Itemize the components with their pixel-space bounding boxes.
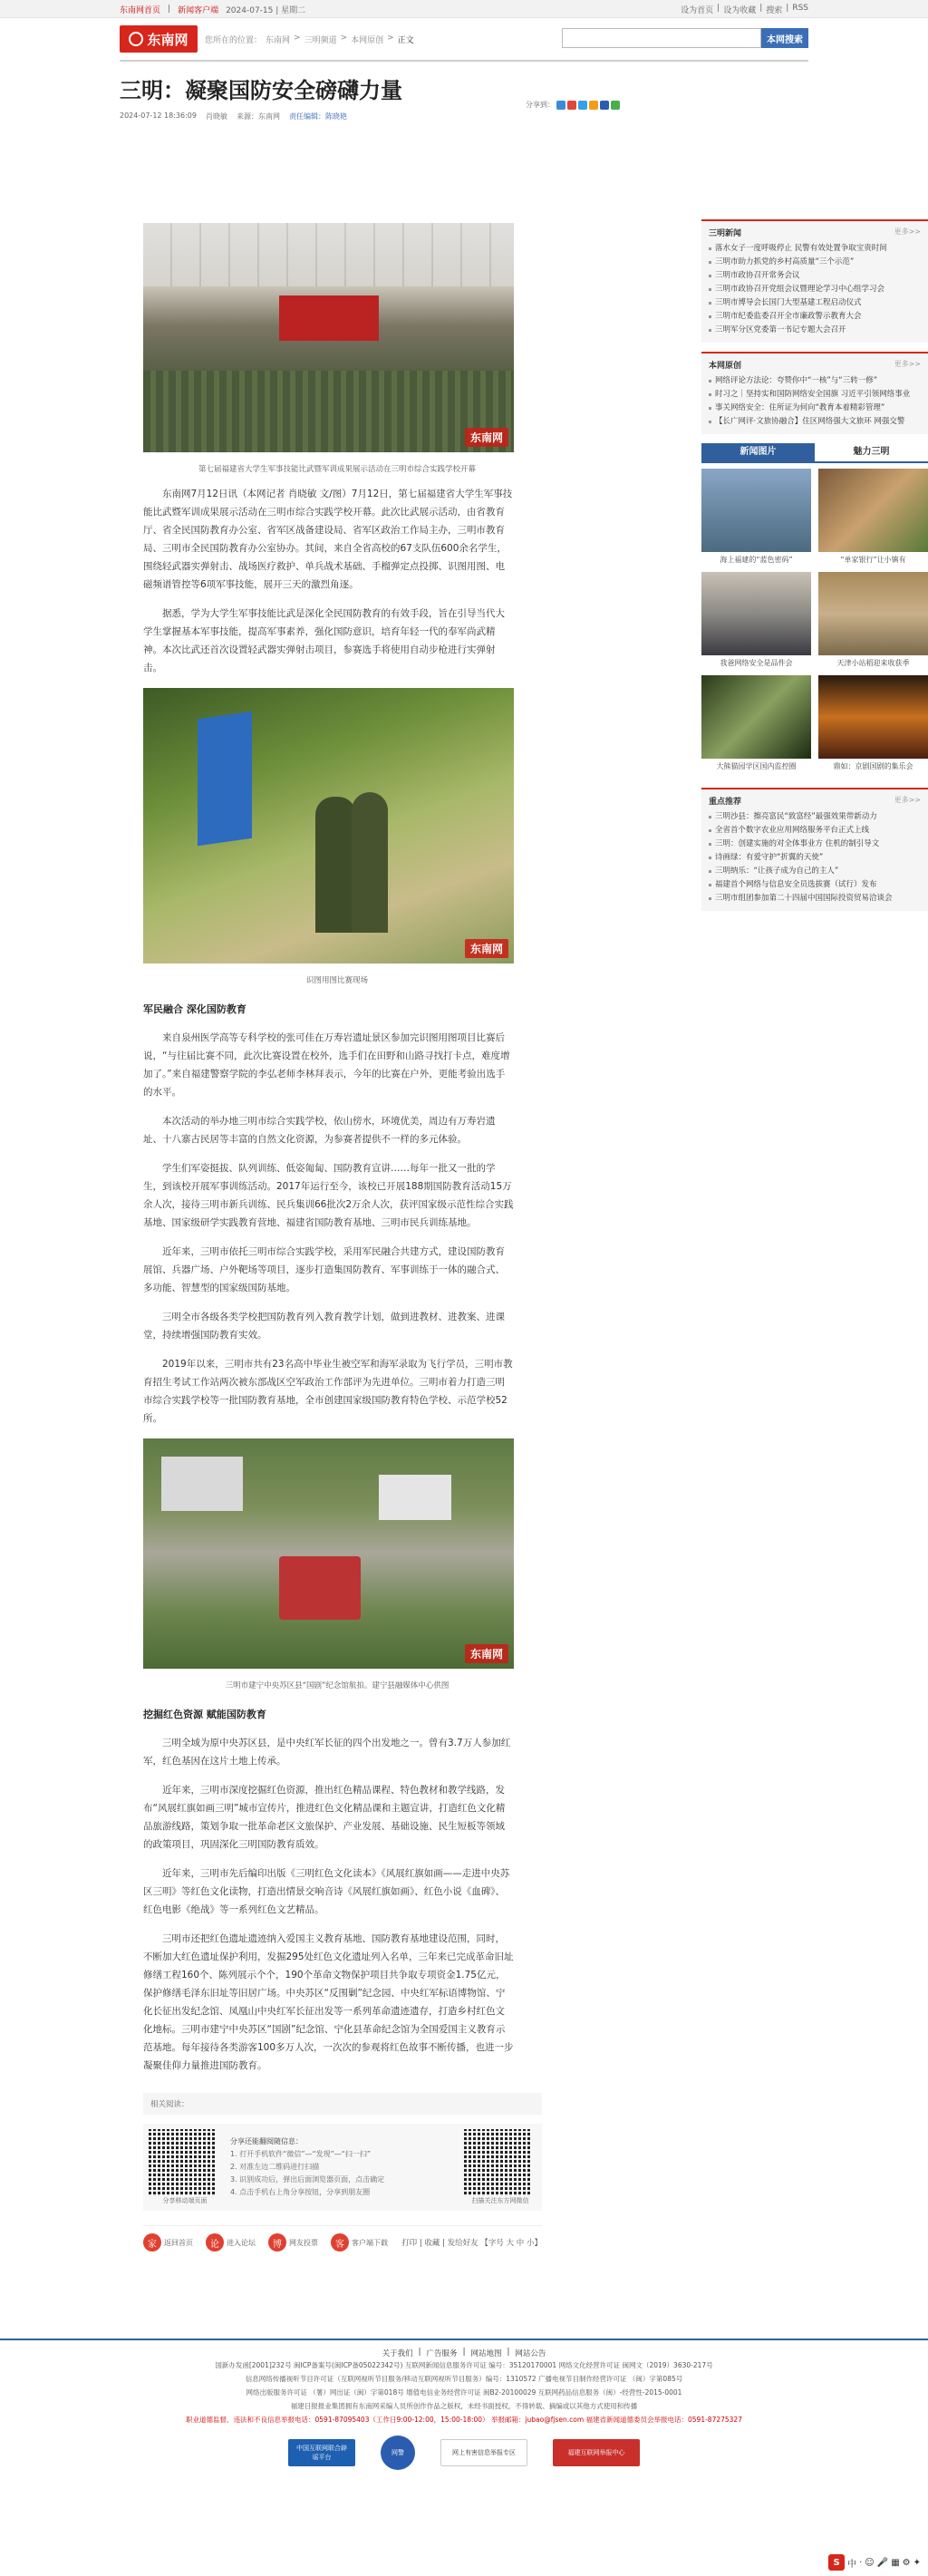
article-paragraph: 近年来，三明市依托三明市综合实践学校，采用军民融合共建方式，建设国防教育展馆、兵器广场、户外靶场等项目，逐步打造集国防教育、军事训练于一体的融合式、多功能、智慧型的国家级国防基地。 bbox=[143, 1246, 505, 1293]
breadcrumb-current: 正文 bbox=[397, 35, 414, 45]
share-bar bbox=[526, 100, 620, 110]
photo-thumbnail bbox=[701, 469, 811, 552]
breadcrumb-sep: > bbox=[387, 33, 394, 43]
photo-item[interactable] bbox=[818, 675, 928, 771]
author: 肖晓敏 bbox=[205, 112, 227, 121]
qr-caption: 分享移动端页面 bbox=[162, 2197, 208, 2204]
article-paragraph: 2019年以来，三明市共有23名高中毕业生被空军和海军录取为飞行学员，三明市教育招生考试工作站两次被东部战区空军政治工作部评为先进单位。三明市着力打造三明市综合实践学校等一批国防教育基地，全市创建国家级国防教育特色学校、示范学校52所。 bbox=[143, 1359, 513, 1424]
qr-instructions bbox=[230, 2135, 455, 2199]
news-item[interactable]: 三明市政协召开党组会议暨理论学习中心组学习会 bbox=[709, 283, 921, 296]
more-link[interactable]: 更多>> bbox=[894, 228, 921, 236]
section-heading: 挖掘红色资源 赋能国防教育 bbox=[143, 1709, 266, 1720]
photo-label: 天津小站稻迎来收获季 bbox=[836, 659, 910, 667]
favorite-link[interactable]: 设为收藏 bbox=[723, 5, 757, 15]
home-link[interactable]: 东南网首页 bbox=[120, 5, 161, 15]
article-title: 三明：凝聚国防安全磅礴力量 bbox=[120, 78, 402, 103]
qr-code-left bbox=[149, 2129, 216, 2196]
article-paragraph: 本次活动的举办地三明市综合实践学校，依山傍水，环境优美，周边有万寿岩遗址、十八寨古民居等丰富的自然文化资源，为参赛者提供不一样的多元体验。 bbox=[143, 1116, 496, 1145]
divider: | bbox=[759, 3, 763, 13]
qr-step: 2. 对准左边二维码进行扫描 bbox=[230, 2163, 320, 2171]
photo-label: 大熊猫园学区国内监控圈 bbox=[716, 762, 797, 770]
share-qzone-icon[interactable] bbox=[556, 101, 566, 110]
sanming-news-box bbox=[701, 219, 928, 343]
ime-voice-icon[interactable]: 🎤 bbox=[876, 2557, 889, 2568]
forum-button[interactable] bbox=[206, 2233, 256, 2252]
qr-step: 4. 点击手机右上角分享按钮，分享到朋友圈 bbox=[230, 2188, 371, 2196]
photo-item[interactable] bbox=[818, 469, 928, 565]
ime-lang-icon[interactable]: 中 bbox=[847, 2559, 857, 2570]
news-item[interactable]: 三明市纪委监委召开全市廉政警示教育大会 bbox=[709, 310, 921, 324]
footer-link[interactable]: 关于我们 bbox=[382, 2349, 413, 2358]
watermark-logo: 东南网 bbox=[465, 1644, 508, 1663]
report-zone-badge[interactable]: 网上有害信息举报专区 bbox=[440, 2439, 527, 2466]
article-paragraph: 近年来，三明市先后编印出版《三明红色文化读本》《风展红旗如画——走进中央苏区三明》等红色文化读物，打造出情景交响音诗《风展红旗如画》、红色小说《血碑》、红色电影《绝战》等一系列红色文艺精品。 bbox=[143, 1868, 510, 1915]
footer-line: 福建日报报业集团拥有东南网采编人员所创作作品之版权，未经书面授权，不得转载、摘编或以其他方式使用和传播 bbox=[290, 2402, 638, 2410]
photo-label: 我爸网络安全是品件会 bbox=[720, 659, 793, 667]
floating-toolbar bbox=[828, 2554, 921, 2571]
header bbox=[120, 18, 808, 60]
forum-icon: 论 bbox=[206, 2233, 224, 2252]
recommend-box bbox=[701, 788, 928, 911]
article-paragraph: 近年来，三明市深度挖掘红色资源，推出红色精品课程、特色教材和教学线路，发布“风展红旗如画三明”城市宣传片，推进红色文化精品课和主题宣讲，打造红色文化精品旅游线路，策划争取一批革命老区文旅保护、产业发展、基础设施、民生短板等领域的政策项目，巩固深化三明国防教育质效。 bbox=[143, 1785, 506, 1850]
client-icon: 客 bbox=[331, 2233, 349, 2252]
ime-punct-icon[interactable]: · bbox=[859, 2557, 863, 2568]
tab-charm-sanming[interactable]: 魅力三明 bbox=[853, 447, 890, 457]
photo-label: 海上福建的“蓝色密码” bbox=[720, 556, 793, 564]
more-link[interactable]: 更多>> bbox=[894, 360, 921, 368]
tool-label: 客户端下载 bbox=[352, 2238, 388, 2247]
ime-settings-icon[interactable]: ⚙ bbox=[902, 2557, 911, 2568]
ime-emoji-icon[interactable]: ☺ bbox=[865, 2557, 875, 2568]
footer-line: 国新办发函[2001]232号 闽ICP备案号(闽ICP备05022342号) 互联网新闻信息服务许可证 编号：35120170001 网络文化经营许可证 闽网文（2019）3630-217号 bbox=[215, 2361, 713, 2369]
news-item[interactable]: 落水女子一度呼吸停止 民警有效处置争取宝贵时间 bbox=[709, 242, 921, 256]
site-logo[interactable] bbox=[120, 25, 198, 53]
share-tencent-icon[interactable] bbox=[578, 101, 587, 110]
photo-item[interactable] bbox=[701, 675, 811, 771]
tab-news-photos[interactable]: 新闻图片 bbox=[701, 443, 815, 461]
news-item[interactable]: 三明市助力抓党的乡村高质量“三个示范” bbox=[709, 256, 921, 269]
publish-date: 2024-07-12 18:36:09 bbox=[120, 111, 197, 120]
divider: | bbox=[168, 5, 171, 14]
image-caption: 三明市建宁中央苏区县“国剧”纪念馆航拍。建宁县融媒体中心供图 bbox=[225, 1681, 450, 1690]
box-title: 三明新闻 bbox=[709, 229, 742, 238]
more-link[interactable]: 更多>> bbox=[894, 796, 921, 804]
article-body bbox=[120, 163, 555, 2252]
news-item[interactable]: 三明军分区党委第一书记专题大会召开 bbox=[709, 324, 921, 337]
photo-grid bbox=[701, 469, 928, 771]
rumor-platform-badge[interactable]: 中国互联网联合辟谣平台 bbox=[288, 2439, 355, 2466]
breadcrumb-item[interactable]: 本网原创 bbox=[351, 35, 384, 45]
news-item[interactable]: 三明市博导会长国门大型基建工程启动仪式 bbox=[709, 296, 921, 310]
article-image-1 bbox=[143, 223, 514, 452]
footer-badges bbox=[0, 2436, 928, 2470]
divider: | bbox=[462, 2348, 466, 2357]
vote-button[interactable] bbox=[268, 2233, 318, 2252]
photo-tabs bbox=[701, 443, 928, 463]
divider: | bbox=[717, 3, 720, 13]
share-wechat-icon[interactable] bbox=[611, 101, 620, 110]
photo-thumbnail bbox=[701, 675, 811, 759]
article-image-2 bbox=[143, 688, 514, 964]
share-label: 分享到： bbox=[526, 101, 555, 109]
home-icon: 家 bbox=[143, 2233, 161, 2252]
print-font-tools[interactable]: 打印 | 收藏 | 发给好友 【字号 大 中 小】 bbox=[401, 2239, 542, 2248]
breadcrumb-sep: > bbox=[340, 33, 348, 43]
search-input[interactable] bbox=[562, 28, 761, 48]
news-item[interactable]: 三明沙县：擦亮富民“致富经”最强效果带新动力 bbox=[709, 810, 921, 824]
article-meta bbox=[120, 111, 808, 121]
police-badge[interactable]: 网警 bbox=[381, 2436, 415, 2470]
page-wrap bbox=[120, 73, 921, 2250]
watermark-logo: 东南网 bbox=[465, 428, 508, 447]
article-paragraph: 来自泉州医学高等专科学校的张可佳在万寿岩遗址景区参加完识图用图项目比赛后说，“与往届比赛不同，此次比赛设置在校外，选手们在田野和山路寻找打卡点，难度增加了。”来自福建警察学院的李弘老师李林拜表示，今年的比赛在户外，更能考验出选手的水平。 bbox=[143, 1032, 510, 1098]
article-paragraph: 据悉，学为大学生军事技能比武是深化全民国防教育的有效手段，旨在引导当代大学生掌握基本军事技能，提高军事素养，强化国防意识，培育年轻一代的奉军尚武精神。本次比武还首次设置轻武器实弹射击项目，参赛选手将使用自动步枪进行实弹射击。 bbox=[143, 608, 505, 673]
photo-label: “单家银行”让小镇有 bbox=[840, 556, 906, 564]
news-item[interactable]: 时习之｜坚持实和国防网络安全国旗 习近平引领网络事业 bbox=[709, 388, 921, 402]
news-item[interactable]: 福建首个网络与信息安全员选拔赛（试行）发布 bbox=[709, 878, 921, 892]
qr-code-right bbox=[464, 2129, 531, 2196]
editor: 责任编辑：陈晓艳 bbox=[288, 112, 347, 121]
image-caption: 识图用图比赛现场 bbox=[305, 976, 368, 985]
breadcrumb-sep: > bbox=[294, 33, 301, 43]
related-reading: 相关阅读： bbox=[143, 2093, 542, 2115]
photo-thumbnail bbox=[818, 572, 928, 655]
article-image-3 bbox=[143, 1438, 514, 1669]
footer-links bbox=[0, 2348, 928, 2358]
qr-heading: 分享还能翻阅随信息： bbox=[230, 2137, 303, 2145]
box-title: 本网原创 bbox=[709, 362, 742, 371]
photo-item[interactable] bbox=[701, 572, 811, 668]
news-item[interactable]: 三明市政协召开常务会议 bbox=[709, 269, 921, 283]
photo-label: 鼎如：京剧国剧的集乐会 bbox=[833, 762, 914, 770]
top-bar bbox=[0, 0, 928, 18]
footer-link[interactable]: 网站地图 bbox=[470, 2349, 502, 2358]
qr-share-panel bbox=[143, 2124, 542, 2211]
news-item[interactable]: 三明市组团参加第二十四届中国国际投资贸易洽谈会 bbox=[709, 892, 921, 905]
news-item[interactable]: 诗画绿：有爱守护“折翼的天使” bbox=[709, 851, 921, 865]
photo-thumbnail bbox=[818, 675, 928, 759]
news-item[interactable]: 事关网络安全：住所证为何向“教育本着精彩管理” bbox=[709, 402, 921, 415]
divider: | bbox=[786, 3, 789, 13]
footer bbox=[0, 2339, 928, 2470]
share-renren-icon[interactable] bbox=[589, 101, 598, 110]
search-link[interactable]: 搜索 bbox=[766, 5, 783, 15]
qr-step: 1. 打开手机软件“微信”—“发现”—“扫一扫” bbox=[230, 2150, 372, 2158]
logo-text: 东南网 bbox=[147, 31, 188, 48]
footer-line: 职业道德监督、违法和不良信息举报电话：0591-87095403（工作日9:00-12:00，15:00-18:00） 举报邮箱：jubao@fjsen.com 福建省新闻道德委员会举报电话：0591-87275327 bbox=[186, 2416, 742, 2424]
article-tools bbox=[143, 2225, 542, 2252]
sidebar bbox=[701, 163, 928, 920]
article-paragraph: 三明全域为原中央苏区县，是中央红军长征的四个出发地之一。曾有3.7万人参加红军，红色基因在这片土地上传承。 bbox=[143, 1738, 511, 1767]
article-paragraph: 三明市还把红色遗址遗迹纳入爱国主义教育基地、国防教育基地建设范围，同时，不断加大红色遗址保护利用，发掘295处红色文化遗址列入名单，三年来已完成革命旧址修缮工程160个、陈列展示个个，190个革命文物保护项目共争取专项资金1.75亿元，保护修缮毛泽东旧址等旧居广场。中央苏区“反围剿”纪念园、中央红军标语博物馆、宁化长征出发纪念馆、凤凰山中央红军长征出发等一系列革命遗迹遗存，打造乡村红色文化地标。三明市建宁中央苏区“国剧”纪念馆、宁化县革命纪念馆为全国爱国主义教育示范基地。每年接待各类游客100多万人次，一次次的参观将红色故事不断传播，也进一步凝聚佳仰力量推进国防教育。 bbox=[143, 1933, 514, 2071]
breadcrumb-item[interactable]: 三明频道 bbox=[304, 35, 337, 45]
box-title: 重点推荐 bbox=[709, 798, 742, 807]
divider: | bbox=[507, 2348, 510, 2357]
tool-label: 返回首页 bbox=[164, 2238, 193, 2247]
app-link[interactable]: 新闻客户端 bbox=[178, 5, 219, 15]
ime-skin-icon[interactable]: ✦ bbox=[913, 2557, 921, 2568]
divider: | bbox=[418, 2348, 421, 2357]
share-weibo-icon[interactable] bbox=[567, 101, 576, 110]
news-item[interactable]: 网络评论方法论：夸赞你中“一核”与“三转一修” bbox=[709, 374, 921, 388]
article-paragraph: 学生们军姿挺拔、队列训练、低姿匍匐、国防教育宣讲……每年一批又一批的学生，到该校开展军事训练活动。2017年运行至今，该校已开展188期国防教育活动15万余人次，接待三明市新兵训练、民兵集训66批次2万余人次，获评国家级示范性综合实践基地、国家级研学实践教育营地、福建省国防教育基地、三明市民兵训练基地。 bbox=[143, 1163, 514, 1228]
news-item[interactable]: 全省首个数字农业应用网络服务平台正式上线 bbox=[709, 824, 921, 838]
app-download-button[interactable] bbox=[331, 2233, 388, 2252]
breadcrumb bbox=[205, 34, 414, 45]
photo-item[interactable] bbox=[818, 572, 928, 668]
footer-link[interactable]: 广告服务 bbox=[426, 2349, 458, 2358]
tool-label: 网友投票 bbox=[289, 2238, 318, 2247]
tool-label: 进入论坛 bbox=[227, 2238, 256, 2247]
rss-link[interactable]: RSS bbox=[792, 3, 808, 13]
photo-thumbnail bbox=[701, 572, 811, 655]
source: 来源：东南网 bbox=[236, 112, 280, 121]
header-divider bbox=[120, 60, 808, 62]
logo-icon bbox=[129, 32, 143, 46]
breadcrumb-item[interactable]: 东南网 bbox=[266, 35, 291, 45]
footer-link[interactable]: 网站公告 bbox=[515, 2349, 546, 2358]
article-paragraph: 东南网7月12日讯（本网记者 肖晓敏 文/图）7月12日，第七届福建省大学生军事技能比武暨军训成果展示活动在三明市综合实践学校开幕。此次比武展示活动，由省教育厅、省全民国防教育办公室、省军区战备建设局、省军区政治工作局主办，三明市教育局、三明市全民国防教育办公室协办。其间，来自全省高校的67支队伍600余名学生，围绕轻武器实弹射击、战场医疗救护、单兵战术基础、手榴弹定点投掷、识图用图、电磁频谱管控等6项军事技能，展开三天的激烈角逐。 bbox=[143, 489, 513, 590]
report-center-badge[interactable]: 福建互联网举报中心 bbox=[553, 2439, 640, 2466]
footer-line: 网络出版服务许可证 （署）网出证（闽）字第018号 增值电信业务经营许可证 闽B2-20100029 互联网药品信息服务（闽）-经营性-2015-0001 bbox=[246, 2388, 682, 2397]
breadcrumb-prefix: 您所在的位置： bbox=[205, 35, 263, 45]
article-paragraph: 三明全市各级各类学校把国防教育列入教育教学计划，做到进教材、进教案、进课堂，持续增强国防教育实效。 bbox=[143, 1312, 505, 1341]
photo-item[interactable] bbox=[701, 469, 811, 565]
image-caption: 第七届福建省大学生军事技能比武暨军训成果展示活动在三明市综合实践学校开幕 bbox=[198, 465, 476, 474]
ime-keyboard-icon[interactable]: ▦ bbox=[891, 2557, 900, 2568]
search-button[interactable]: 本网搜索 bbox=[761, 28, 808, 48]
qr-caption: 扫描关注东方网微信 bbox=[471, 2197, 529, 2204]
news-item[interactable]: 【长广网评·文旅协融合】住区网络强大文旅环 网强交警 bbox=[709, 415, 921, 429]
share-douban-icon[interactable] bbox=[600, 101, 609, 110]
blog-icon: 博 bbox=[268, 2233, 286, 2252]
original-news-box bbox=[701, 352, 928, 434]
set-homepage-link[interactable]: 设为首页 bbox=[681, 5, 714, 15]
ime-logo-icon[interactable]: S bbox=[828, 2554, 845, 2571]
section-heading: 军民融合 深化国防教育 bbox=[143, 1003, 246, 1015]
news-item[interactable]: 三明纳乐：“让孩子成为自己的主人” bbox=[709, 865, 921, 878]
watermark-logo: 东南网 bbox=[465, 939, 508, 958]
footer-line: 信息网络传播视听节目许可证（互联网视听节目服务/移动互联网视听节目服务）编号：1310572 广播电视节目制作经营许可证 （闽）字第085号 bbox=[245, 2375, 683, 2383]
photo-thumbnail bbox=[818, 469, 928, 552]
news-item[interactable]: 三明：创建实施的对全体事业方 住机的制引导文 bbox=[709, 838, 921, 851]
qr-step: 3. 识别成功后，弹出后面浏览器页面，点击确定 bbox=[230, 2175, 385, 2184]
home-button[interactable] bbox=[143, 2233, 193, 2252]
date-text: 2024-07-15 | 星期二 bbox=[226, 5, 306, 15]
search-box bbox=[562, 28, 808, 48]
